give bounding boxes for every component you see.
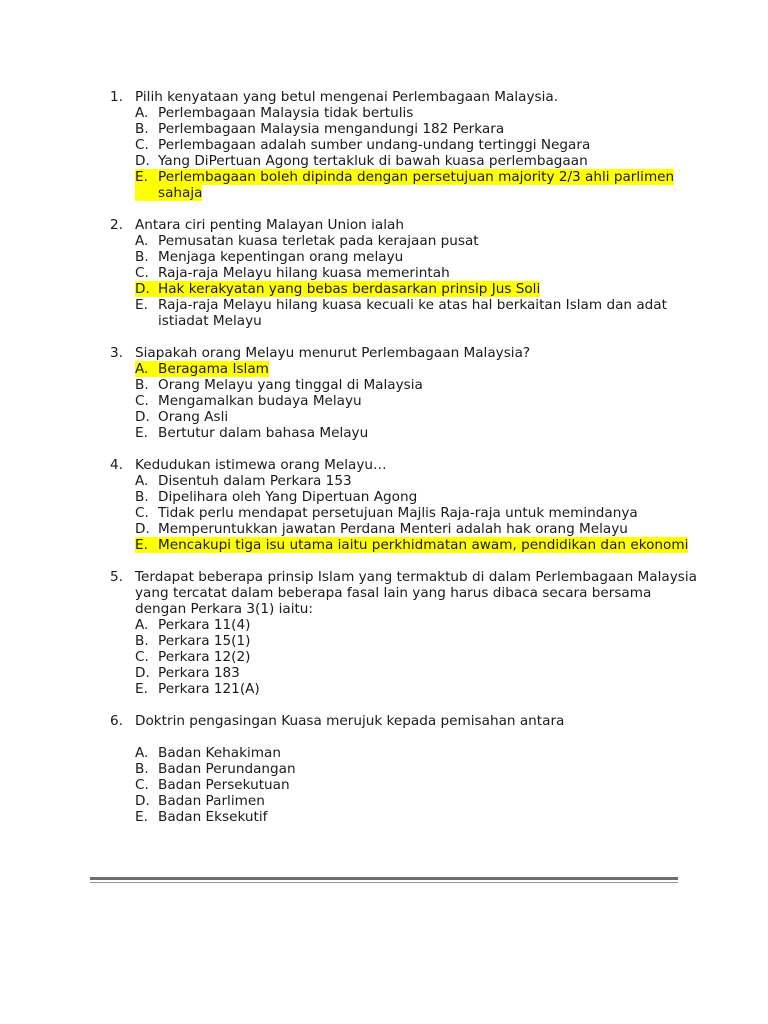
answer-option-b (135, 761, 700, 777)
option-list (110, 745, 700, 825)
option-letter: E. (135, 809, 148, 825)
option-list (110, 233, 700, 329)
quiz-document (110, 89, 700, 841)
option-text: Perkara 12(2) (158, 649, 251, 665)
answer-option-e (135, 537, 700, 553)
answer-option-e (135, 169, 700, 201)
option-text: Memperuntukkan jawatan Perdana Menteri adalah hak orang Melayu (158, 521, 628, 537)
question-number: 4. (110, 457, 123, 473)
answer-option-e (135, 809, 700, 825)
option-text: Perlembagaan Malaysia tidak bertulis (158, 105, 414, 121)
answer-option-c (135, 777, 700, 793)
answer-option-d (135, 409, 700, 425)
option-letter: A. (135, 617, 149, 633)
question-2 (110, 217, 700, 329)
option-letter: C. (135, 505, 149, 521)
page-divider (90, 877, 678, 883)
option-list (110, 361, 700, 441)
answer-option-b (135, 377, 700, 393)
option-text: Raja-raja Melayu hilang kuasa kecuali ke atas hal berkaitan Islam dan adat istiadat Melayu (158, 297, 667, 329)
option-text: Yang DiPertuan Agong tertakluk di bawah kuasa perlembagaan (158, 153, 588, 169)
option-text-highlighted (158, 281, 700, 297)
answer-option-d (135, 153, 700, 169)
option-list (110, 473, 700, 553)
option-letter: B. (135, 761, 149, 777)
question-1 (110, 89, 700, 201)
answer-option-d (135, 665, 700, 681)
option-text: Perkara 183 (158, 665, 240, 681)
question-stem (110, 345, 700, 361)
answer-option-e (135, 425, 700, 441)
option-letter: A. (135, 105, 149, 121)
option-text: Menjaga kepentingan orang melayu (158, 249, 404, 265)
option-text: Perlembagaan adalah sumber undang-undang tertinggi Negara (158, 137, 591, 153)
option-text: Perkara 15(1) (158, 633, 251, 649)
option-text: Pemusatan kuasa terletak pada kerajaan pusat (158, 233, 479, 249)
option-letter: D. (135, 281, 158, 297)
answer-option-b (135, 121, 700, 137)
question-3 (110, 345, 700, 441)
answer-option-d (135, 521, 700, 537)
option-text: Badan Eksekutif (158, 809, 268, 825)
answer-option-c (135, 393, 700, 409)
answer-option-c (135, 505, 700, 521)
option-text: Badan Kehakiman (158, 745, 281, 761)
option-list (110, 105, 700, 201)
answer-option-b (135, 249, 700, 265)
question-number: 3. (110, 345, 123, 361)
option-letter: A. (135, 233, 149, 249)
option-text-highlighted (158, 537, 700, 553)
answer-option-a (135, 617, 700, 633)
option-text: Mengamalkan budaya Melayu (158, 393, 362, 409)
option-text-highlighted (158, 361, 700, 377)
option-letter: A. (135, 361, 158, 377)
question-4 (110, 457, 700, 553)
question-stem (110, 89, 700, 105)
option-text-highlighted (158, 169, 700, 201)
answer-option-b (135, 633, 700, 649)
answer-option-a (135, 233, 700, 249)
option-letter: A. (135, 473, 149, 489)
option-letter: C. (135, 649, 149, 665)
question-text: Terdapat beberapa prinsip Islam yang termaktub di dalam Perlembagaan Malaysia yang tercatat dalam beberapa fasal lain yang harus dibaca secara bersama dengan Perkara 3(1) iaitu: (135, 569, 697, 617)
answer-option-c (135, 137, 700, 153)
option-text: Dipelihara oleh Yang Dipertuan Agong (158, 489, 418, 505)
option-letter: D. (135, 665, 150, 681)
question-stem (110, 713, 700, 729)
option-text: Tidak perlu mendapat persetujuan Majlis Raja-raja untuk memindanya (158, 505, 638, 521)
option-text: Badan Perundangan (158, 761, 296, 777)
option-letter: C. (135, 265, 149, 281)
option-letter: C. (135, 393, 149, 409)
answer-option-e (135, 681, 700, 697)
answer-option-d (135, 793, 700, 809)
question-stem (110, 217, 700, 233)
highlight-mark: Hak kerakyatan yang bebas berdasarkan prinsip Jus Soli (158, 281, 541, 297)
question-number: 1. (110, 89, 123, 105)
option-text: Orang Asli (158, 409, 229, 425)
answer-option-a (135, 361, 700, 377)
question-5 (110, 569, 700, 697)
option-letter: D. (135, 793, 150, 809)
question-stem (110, 457, 700, 473)
option-text: Badan Parlimen (158, 793, 265, 809)
option-letter: B. (135, 633, 149, 649)
option-text: Disentuh dalam Perkara 153 (158, 473, 352, 489)
question-number: 5. (110, 569, 123, 585)
question-text: Antara ciri penting Malayan Union ialah (135, 217, 404, 233)
option-letter: E. (135, 681, 148, 697)
question-text: Pilih kenyataan yang betul mengenai Perlembagaan Malaysia. (135, 89, 559, 105)
option-letter: B. (135, 377, 149, 393)
option-letter: B. (135, 249, 149, 265)
option-text: Perkara 121(A) (158, 681, 260, 697)
option-letter: C. (135, 777, 149, 793)
option-letter: E. (135, 297, 148, 313)
option-letter: B. (135, 489, 149, 505)
highlight-mark: Beragama Islam (158, 361, 269, 377)
question-text: Doktrin pengasingan Kuasa merujuk kepada pemisahan antara (135, 713, 565, 729)
option-text: Orang Melayu yang tinggal di Malaysia (158, 377, 423, 393)
option-text: Bertutur dalam bahasa Melayu (158, 425, 369, 441)
answer-option-d (135, 281, 700, 297)
option-list (110, 617, 700, 697)
answer-option-b (135, 489, 700, 505)
spacer (110, 729, 700, 745)
answer-option-a (135, 105, 700, 121)
option-letter: A. (135, 745, 149, 761)
answer-option-e (135, 297, 700, 329)
option-letter: D. (135, 409, 150, 425)
option-letter: E. (135, 537, 158, 553)
answer-option-c (135, 265, 700, 281)
option-letter: E. (135, 169, 158, 201)
question-number: 2. (110, 217, 123, 233)
answer-option-c (135, 649, 700, 665)
highlight-mark: Perlembagaan boleh dipinda dengan persetujuan majority 2/3 ahli parlimen sahaja (158, 169, 675, 201)
question-text: Kedudukan istimewa orang Melayu… (135, 457, 387, 473)
option-text: Badan Persekutuan (158, 777, 290, 793)
question-number: 6. (110, 713, 123, 729)
question-text: Siapakah orang Melayu menurut Perlembagaan Malaysia? (135, 345, 531, 361)
question-6 (110, 713, 700, 825)
option-letter: D. (135, 521, 150, 537)
option-letter: B. (135, 121, 149, 137)
answer-option-a (135, 745, 700, 761)
answer-option-a (135, 473, 700, 489)
option-text: Perlembagaan Malaysia mengandungi 182 Perkara (158, 121, 505, 137)
question-stem (110, 569, 700, 617)
option-letter: C. (135, 137, 149, 153)
option-text: Perkara 11(4) (158, 617, 251, 633)
option-letter: D. (135, 153, 150, 169)
option-letter: E. (135, 425, 148, 441)
option-text: Raja-raja Melayu hilang kuasa memerintah (158, 265, 450, 281)
highlight-mark: Mencakupi tiga isu utama iaitu perkhidmatan awam, pendidikan dan ekonomi (158, 537, 689, 553)
